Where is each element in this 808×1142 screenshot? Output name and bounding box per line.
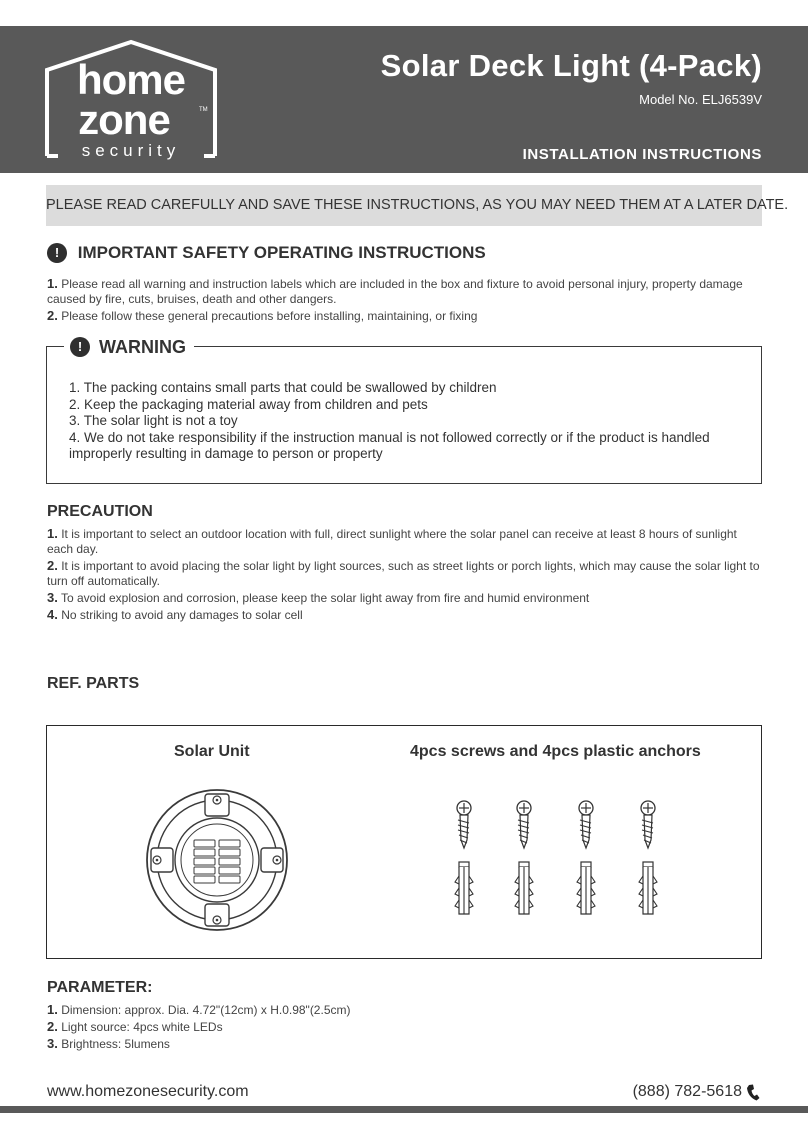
precaution-list xyxy=(47,526,763,624)
phone-icon xyxy=(746,1084,760,1101)
solar-unit-image xyxy=(145,788,289,932)
list-item: 4. No striking to avoid any damages to solar cell xyxy=(47,607,303,622)
list-item: 2. It is important to avoid placing the solar light by light sources, such as street lights or porch lights, which may cause the solar light to turn off automatically. xyxy=(47,558,760,588)
model-number: Model No. ELJ6539V xyxy=(639,92,762,107)
list-item: 1. It is important to select an outdoor location with full, direct sunlight where the solar panel can receive at least 8 hours of sunlight each day. xyxy=(47,526,737,556)
ref-parts-title: REF. PARTS xyxy=(47,675,140,692)
parameter-list xyxy=(47,1002,763,1053)
notice-banner: PLEASE READ CAREFULLY AND SAVE THESE INSTRUCTIONS, AS YOU MAY NEED THEM AT A LATER DATE. xyxy=(46,185,762,226)
page-title: Solar Deck Light (4-Pack) xyxy=(380,48,762,83)
precaution-title: PRECAUTION xyxy=(47,503,153,520)
list-item: 3. To avoid explosion and corrosion, please keep the solar light away from fire and humid environment xyxy=(47,590,590,605)
warning-list xyxy=(69,380,751,463)
homezone-logo xyxy=(44,38,219,160)
warning-title: WARNING xyxy=(99,336,187,357)
logo-tm-text: TM xyxy=(199,107,208,113)
safety-list xyxy=(47,276,763,325)
footer-bar xyxy=(0,1106,808,1113)
list-item: 2. Light source: 4pcs white LEDs xyxy=(47,1019,223,1034)
alert-icon: ! xyxy=(70,337,90,357)
instructions-heading: INSTALLATION INSTRUCTIONS xyxy=(522,146,762,163)
list-item: 2. Please follow these general precautions before installing, maintaining, or fixing xyxy=(47,308,478,323)
screws-label: 4pcs screws and 4pcs plastic anchors xyxy=(410,743,701,760)
list-item: 3. Brightness: 5lumens xyxy=(47,1036,170,1051)
list-item: 1. The packing contains small parts that could be swallowed by children xyxy=(69,380,497,395)
screws-anchors-image xyxy=(440,796,680,926)
list-item: 1. Please read all warning and instruction labels which are included in the box and fixture to avoid personal injury, property damage caused by fire, cuts, bruises, death and other dangers. xyxy=(47,276,743,306)
website-link[interactable]: www.homezonesecurity.com xyxy=(47,1083,249,1100)
list-item: 1. Dimension: approx. Dia. 4.72"(12cm) x H.0.98"(2.5cm) xyxy=(47,1002,351,1017)
logo-security-text: security xyxy=(81,141,181,160)
warning-heading xyxy=(64,336,194,358)
safety-title: IMPORTANT SAFETY OPERATING INSTRUCTIONS xyxy=(77,242,486,262)
alert-icon: ! xyxy=(47,243,67,263)
safety-heading xyxy=(47,242,486,263)
list-item: 2. Keep the packaging material away from children and pets xyxy=(69,396,428,412)
list-item: 3. The solar light is not a toy xyxy=(69,413,238,428)
logo-home-text: home xyxy=(76,56,186,103)
parameter-title: PARAMETER: xyxy=(47,979,153,996)
list-item: 4. We do not take responsibility if the instruction manual is not followed correctly or if the product is handled improperly resulting in damage to person or property xyxy=(69,429,710,461)
phone-number[interactable]: (888) 782-5618 xyxy=(632,1083,742,1100)
solar-unit-label: Solar Unit xyxy=(174,743,250,760)
logo-zone-text: zone xyxy=(78,96,170,143)
